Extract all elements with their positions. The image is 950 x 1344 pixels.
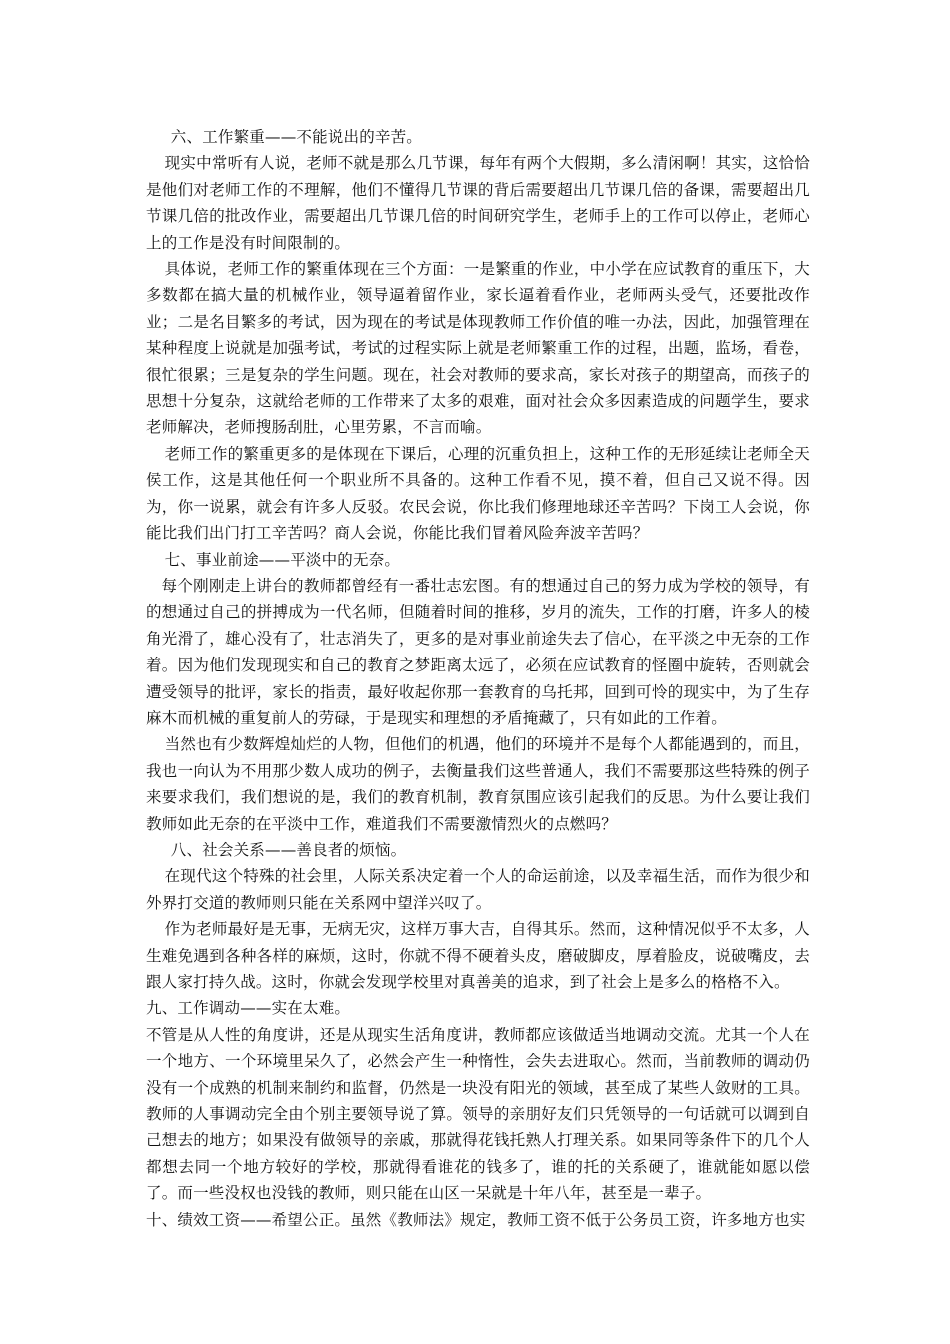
section-heading-9: 九、工作调动——实在太难。 xyxy=(146,999,351,1018)
section-heading-7: 七、事业前途——平淡中的无奈。 xyxy=(164,550,401,569)
section-heading-8: 八、社会关系——善良者的烦恼。 xyxy=(170,840,407,859)
paragraph: 当然也有少数辉煌灿烂的人物，但他们的机遇，他们的环境并不是每个人都能遇到的，而且，我也一向认为不用那少数人成功的例子，去衡量我们这些普通人，我们不需要那这些特殊的例子来要求我们，我们想说的是，我们的教育机制，教育氛围应该引起我们的反思。为什么要让我们教师如此无奈的在平淡中工作，难道我们不需要激情烈火的点燃吗？ xyxy=(146,735,810,833)
section-heading-10: 十、绩效工资——希望公正。虽然《教师法》规定，教师工资不低于公务员工资，许多地方也实 xyxy=(146,1210,806,1229)
paragraph: 不管是从人性的角度讲，还是从现实生活角度讲，教师都应该做适当地调动交流。尤其一个人在一个地方、一个环境里呆久了，必然会产生一种惰性，会失去进取心。然而，当前教师的调动仍没有一个成熟的机制来制约和监督，仍然是一块没有阳光的领域，甚至成了某些人敛财的工具。教师的人事调动完全由个别主要领导说了算。领导的亲朋好友们只凭领导的一句话就可以调到自己想去的地方；如果没有做领导的亲戚，那就得花钱托熟人打理关系。如果同等条件下的几个人都想去同一个地方较好的学校，那就得看谁花的钱多了，谁的托的关系硬了，谁就能如愿以偿了。而一些没权也没钱的教师，则只能在山区一呆就是十年八年，甚至是一辈子。 xyxy=(146,1025,810,1203)
paragraph: 作为老师最好是无事，无病无灾，这样万事大吉，自得其乐。然而，这种情况似乎不太多，人生难免遇到各种各样的麻烦，这时，你就不得不硬着头皮，磨破脚皮，厚着脸皮，说破嘴皮，去跟人家打持久战。这时，你就会发现学校里对真善美的追求，到了社会上是多么的格格不入。 xyxy=(146,920,810,991)
paragraph: 每个刚刚走上讲台的教师都曾经有一番壮志宏图。有的想通过自己的努力成为学校的领导，有的想通过自己的拼搏成为一代名师，但随着时间的推移，岁月的流失，工作的打磨，许多人的棱角光滑了，雄心没有了，壮志消失了，更多的是对事业前途失去了信心，在平淡之中无奈的工作着。因为他们发现现实和自己的教育之梦距离太远了，必须在应试教育的怪圈中旋转，否则就会遭受领导的批评，家长的指责，最好收起你那一套教育的乌托邦，回到可怜的现实中，为了生存麻木而机械的重复前人的劳碌，于是现实和理想的矛盾掩藏了，只有如此的工作着。 xyxy=(146,576,810,727)
paragraph: 老师工作的繁重更多的是体现在下课后，心理的沉重负担上，这种工作的无形延续让老师全天侯工作，这是其他任何一个职业所不具备的。这种工作看不见，摸不着，但自己又说不得。因为，你一说累，就会有许多人反驳。农民会说，你比我们修理地球还辛苦吗？下岗工人会说，你能比我们出门打工辛苦吗？商人会说，你能比我们冒着风险奔波辛苦吗？ xyxy=(146,444,810,543)
paragraph: 在现代这个特殊的社会里，人际关系决定着一个人的命运前途，以及幸福生活，而作为很少和外界打交道的教师则只能在关系网中望洋兴叹了。 xyxy=(146,867,810,912)
paragraph: 现实中常听有人说，老师不就是那么几节课，每年有两个大假期，多么清闲啊！其实，这恰恰是他们对老师工作的不理解，他们不懂得几节课的背后需要超出几节课几倍的备课，需要超出几节课几倍的批改作业，需要超出几节课几倍的时间研究学生，老师手上的工作可以停止，老师心上的工作是没有时间限制的。 xyxy=(146,154,810,252)
section-heading-6: 六、工作繁重——不能说出的辛苦。 xyxy=(170,128,422,146)
document-body xyxy=(146,124,810,1233)
paragraph: 具体说，老师工作的繁重体现在三个方面：一是繁重的作业，中小学在应试教育的重压下，大多数都在搞大量的机械作业，领导逼着留作业，家长逼着看作业，老师两头受气，还要批改作业；二是名目繁多的考试，因为现在的考试是体现教师工作价值的唯一办法，因此，加强管理在某种程度上说就是加强考试，考试的过程实际上就是老师繁重工作的过程，出题，监场，看卷，很忙很累；三是复杂的学生问题。现在，社会对教师的要求高，家长对孩子的期望高，而孩子的思想十分复杂，这就给老师的工作带来了太多的艰难，面对社会众多因素造成的问题学生，要求老师解决，老师搜肠刮肚，心里劳累，不言而喻。 xyxy=(146,260,810,437)
